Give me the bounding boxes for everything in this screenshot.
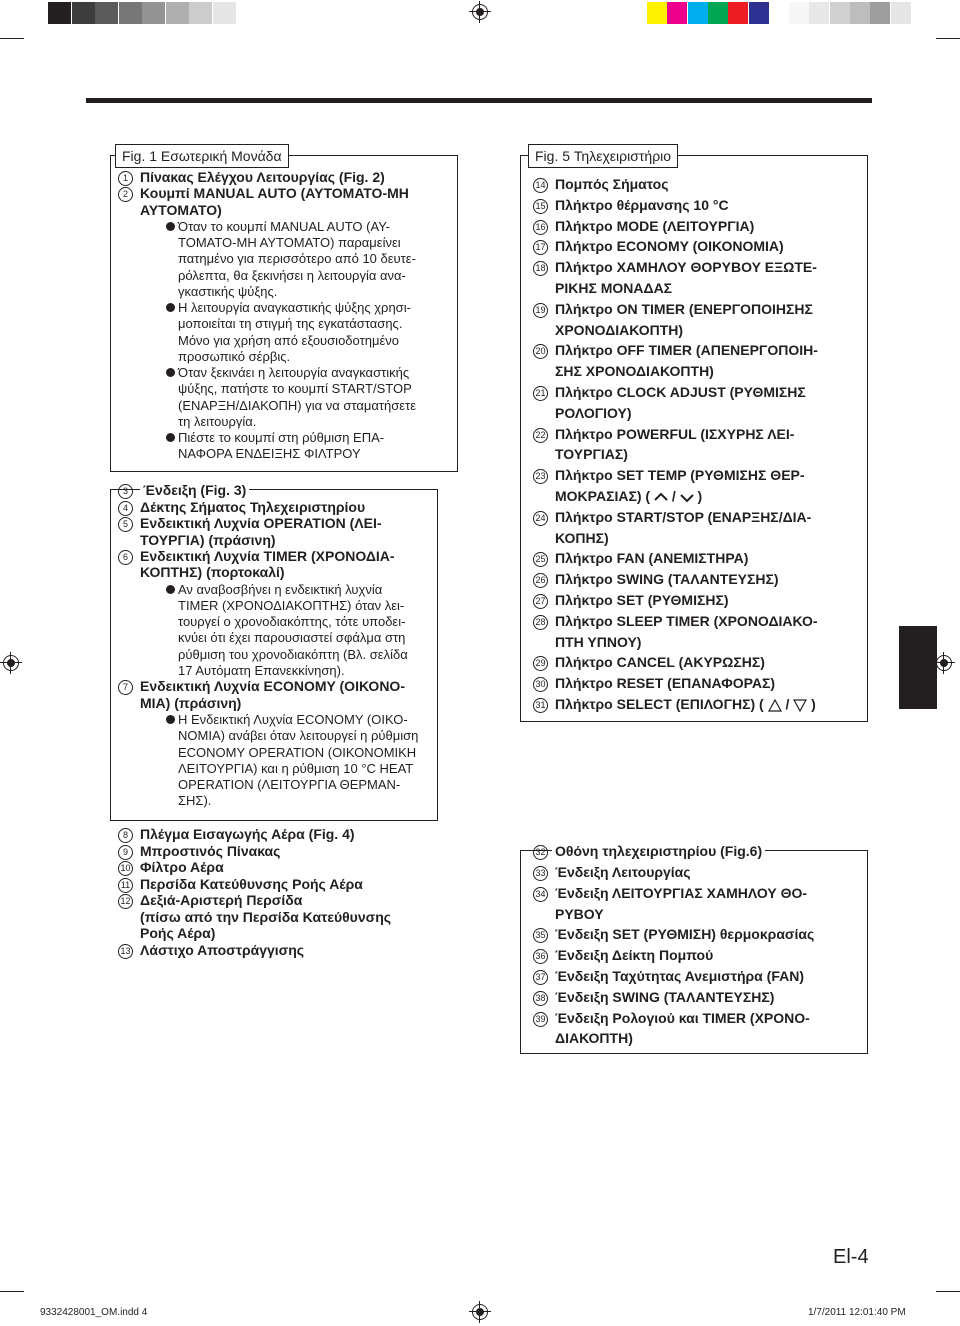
item-text-span: Δέκτης Σήματος Τηλεχειριστηρίου — [140, 499, 366, 515]
item-text-span: Ενδεικτική Λυχνία OPERATION (ΛΕΙ- — [140, 515, 382, 532]
bullet-icon — [166, 303, 175, 312]
indoor-unit-header: Fig. 1 Εσωτερική Μονάδα — [115, 144, 289, 168]
item-number: 22 — [533, 428, 548, 443]
color-swatch — [850, 2, 870, 24]
item-text-span: Πλήκτρο SLEEP TIMER (ΧΡΟΝΟΔΙΑΚΟ- — [555, 612, 818, 629]
item-text — [140, 826, 355, 843]
item-text-span: Ένδειξη ΛΕΙΤΟΥΡΓΙΑΣ ΧΑΜΗΛΟΥ ΘΟ- — [555, 884, 808, 901]
item-text — [140, 925, 215, 942]
item-text — [178, 299, 411, 316]
color-swatch — [749, 2, 769, 24]
item-text-span: ΧΡΟΝΟΔΙΑΚΟΠΤΗ) — [555, 321, 684, 338]
item-number: 5 — [118, 517, 133, 532]
item-text — [140, 942, 304, 959]
item-text — [555, 1030, 633, 1047]
item-number: 20 — [533, 344, 548, 359]
item-number: 28 — [533, 615, 548, 630]
item-text — [178, 646, 408, 663]
item-text-span: ΚΟΠΗΣ) — [555, 529, 609, 546]
item-text-span: Πλήκτρο SWING (ΤΑΛΑΝΤΕΥΣΗΣ) — [555, 571, 779, 588]
item-text — [178, 315, 402, 332]
item-number: 15 — [533, 199, 548, 214]
item-text-span: Πλήκτρο SET TEMP (ΡΥΘΜΙΣΗΣ ΘΕΡ- — [555, 467, 805, 484]
item-number: 35 — [533, 928, 548, 943]
item-text-span: ΤΟΥΡΓΙΑ) (πράσινη) — [140, 531, 276, 548]
item-text — [140, 843, 280, 860]
bullet-icon — [166, 585, 175, 594]
color-swatch — [728, 2, 748, 24]
item-text — [178, 397, 416, 414]
triangle-up-icon — [764, 696, 782, 712]
item-text-span: OPERATION (ΛΕΙΤΟΥΡΓΙΑ ΘΕΡΜΑΝ- — [178, 777, 401, 793]
item-text — [555, 426, 794, 443]
bullet-icon — [166, 715, 175, 724]
item-text — [555, 384, 806, 401]
separator: / — [667, 488, 680, 504]
tail: ) — [693, 488, 703, 504]
item-number: 25 — [533, 552, 548, 567]
item-text — [555, 238, 784, 255]
item-number: 37 — [533, 970, 548, 985]
item-number: 3 — [118, 484, 133, 499]
item-text-span: ρύθμιση του χρονοδιακόπτη (Βλ. σελίδα — [178, 646, 408, 662]
item-number: 19 — [533, 303, 548, 318]
item-text — [555, 197, 729, 214]
item-text — [178, 744, 416, 761]
item-number: 2 — [118, 187, 133, 202]
item-number: 11 — [118, 878, 133, 893]
item-number: 27 — [533, 594, 548, 609]
item-text — [555, 550, 748, 567]
crop-mark — [936, 1291, 960, 1292]
item-number: 34 — [533, 887, 548, 902]
chevron-down-icon — [680, 488, 694, 504]
item-text — [178, 332, 399, 349]
item-text-span: ΠΤΗ ΥΠΝΟΥ) — [555, 633, 642, 650]
item-text — [555, 885, 807, 902]
item-text-span: 17 Αυτόματη Επανεκκίνηση). — [178, 663, 345, 678]
item-number: 24 — [533, 511, 548, 526]
item-text — [555, 675, 775, 692]
item-text — [178, 250, 416, 267]
item-text-span: ρόλεπτα, θα ξεκινήσει η λειτουργία ανα- — [178, 267, 406, 283]
bullet-icon — [166, 368, 175, 377]
item-text — [555, 488, 702, 505]
item-text-span: Πομπός Σήματος — [555, 176, 669, 192]
item-text-span: Αν αναβοσβήνει η ενδεικτική λυχνία — [178, 581, 383, 597]
item-number: 16 — [533, 220, 548, 235]
item-text — [178, 776, 400, 793]
tail: ) — [807, 696, 816, 712]
item-text — [555, 259, 817, 276]
item-text-span: ECONOMY OPERATION (ΟΙΚΟΝΟΜΙΚΗ — [178, 744, 417, 760]
item-text — [140, 909, 391, 926]
item-text-span: Πλήκτρο RESET (ΕΠΑΝΑΦΟΡΑΣ) — [555, 675, 776, 692]
item-text — [178, 413, 256, 430]
item-number: 12 — [118, 894, 133, 909]
item-text-span: Λάστιχο Αποστράγγισης — [140, 941, 305, 958]
item-text — [555, 176, 668, 193]
item-text-span: Μόνο για χρήση από εξουσιοδοτημένο — [178, 332, 399, 348]
item-text-span: γκαστικής ψύξης. — [178, 283, 278, 299]
item-text-span: TIMER (ΧΡΟΝΟΔΙΑΚΟΠΤΗΣ) όταν λει- — [178, 597, 405, 613]
item-number: 30 — [533, 677, 548, 692]
item-text — [555, 322, 683, 339]
crop-mark — [936, 38, 960, 39]
item-number: 7 — [118, 680, 133, 695]
item-text — [178, 445, 361, 462]
item-text — [140, 548, 395, 565]
item-text — [178, 581, 382, 598]
gray-swatch — [166, 2, 189, 24]
item-number: 39 — [533, 1012, 548, 1027]
item-text-span: ΚΟΠΤΗΣ) (πορτοκαλί) — [140, 564, 285, 581]
item-text-span: Ένδειξη Ταχύτητας Ανεμιστήρα (FAN) — [555, 968, 805, 984]
item-number: 26 — [533, 573, 548, 588]
color-swatch — [688, 2, 708, 24]
item-text — [140, 859, 224, 876]
item-text-span: προσωπικό σέρβις. — [178, 348, 291, 364]
gray-swatch — [95, 2, 118, 24]
item-text — [140, 678, 405, 695]
color-swatch — [708, 2, 728, 24]
item-number: 36 — [533, 949, 548, 964]
item-text — [555, 864, 691, 881]
item-text-span: Πλήκτρο SET (ΡΥΘΜΙΣΗΣ) — [555, 592, 729, 608]
item-number: 1 — [118, 171, 133, 186]
item-text-span: Ένδειξη Ρολογιού και TIMER (ΧΡΟΝΟ- — [555, 1009, 810, 1026]
gray-swatch — [48, 2, 71, 24]
item-text-span: Πλήκτρο START/STOP (ΕΝΑΡΞΗΣ/ΔΙΑ- — [555, 508, 812, 525]
item-text-span: ΝΑΦΟΡΑ ΕΝΔΕΙΞΗΣ ΦΙΛΤΡΟΥ — [178, 446, 361, 462]
item-number: 21 — [533, 386, 548, 401]
remote-display-header: Οθόνη τηλεχειριστηρίου (Fig.6) — [552, 843, 765, 860]
triangle-down-icon — [793, 696, 807, 712]
item-text — [555, 301, 813, 318]
color-swatch — [667, 2, 687, 24]
item-text-span: τη λειτουργία. — [178, 413, 257, 429]
item-text-span: ΡΥΒΟΥ — [555, 905, 604, 922]
item-text — [555, 363, 714, 380]
color-swatch — [647, 2, 667, 24]
item-text-span: Πλήκτρο ECONOMY (ΟΙΚΟΝΟΜΙΑ) — [555, 238, 784, 255]
color-swatch — [891, 2, 911, 24]
item-text-span: Δεξιά-Αριστερή Περσίδα — [140, 892, 303, 908]
item-text — [555, 405, 632, 422]
color-swatch — [769, 2, 789, 24]
item-text-span: Η λειτουργία αναγκαστικής ψύξης χρησι- — [178, 300, 411, 315]
item-text — [178, 792, 211, 809]
item-number: 38 — [533, 991, 548, 1006]
item-text — [178, 380, 412, 397]
item-text — [178, 234, 401, 251]
item-text — [140, 892, 302, 909]
item-text-span: Ενδεικτική Λυχνία ECONOMY (ΟΙΚΟΝΟ- — [140, 678, 405, 695]
item-text-span: ΡΟΛΟΓΙΟΥ) — [555, 404, 632, 421]
item-text — [555, 509, 811, 526]
bullet-icon — [166, 433, 175, 442]
item-text-span: (ΕΝΑΡΞΗ/ΔΙΑΚΟΠΗ) για να σταματήσετε — [178, 397, 416, 413]
color-swatch — [830, 2, 850, 24]
item-text-span: Όταν το κουμπί MANUAL AUTO (ΑΥ- — [178, 218, 391, 234]
item-number: 33 — [533, 866, 548, 881]
registration-mark-icon — [469, 1, 491, 23]
item-number: 29 — [533, 656, 548, 671]
item-text-span: Πλήκτρο CLOCK ADJUST (ΡΥΘΜΙΣΗΣ — [555, 384, 806, 400]
item-text-span: (πίσω από την Περσίδα Κατεύθυνσης — [140, 908, 392, 925]
item-text — [555, 1010, 810, 1027]
item-text — [178, 364, 409, 381]
item-text-span: Πλήκτρο SELECT (ΕΠΙΛΟΓΗΣ) ( — [555, 696, 764, 712]
item-text — [555, 571, 779, 588]
crop-mark — [0, 38, 24, 39]
item-number: 10 — [118, 861, 133, 876]
item-text — [178, 267, 406, 284]
item-text — [555, 968, 804, 985]
item-text-span: ΡΙΚΗΣ ΜΟΝΑΔΑΣ — [555, 280, 673, 296]
item-text-span: ΣΗΣ). — [178, 793, 212, 809]
item-number: 13 — [118, 944, 133, 959]
item-text-span: Ένδειξη Λειτουργίας — [555, 864, 691, 880]
item-text-span: Πλήκτρο MODE (ΛΕΙΤΟΥΡΓΙΑ) — [555, 217, 755, 234]
item-text-span: Κουμπί MANUAL AUTO (ΑΥΤΟΜΑΤΟ-ΜΗ — [140, 185, 409, 202]
item-text — [140, 202, 222, 219]
item-text-span: ΑΥΤΟΜΑΤΟ) — [140, 201, 222, 218]
item-text-span: κνύει ότι έχει παρουσιαστεί σφάλμα στη — [178, 630, 406, 646]
item-text — [555, 634, 641, 651]
item-text-span: Ένδειξη SWING (ΤΑΛΑΝΤΕΥΣΗΣ) — [555, 988, 775, 1005]
item-text-span: Ενδεικτική Λυχνία TIMER (ΧΡΟΝΟΔΙΑ- — [140, 547, 395, 564]
item-text — [140, 695, 241, 712]
remote-header: Fig. 5 Τηλεχειριστήριο — [528, 144, 678, 168]
item-number: 14 — [533, 178, 548, 193]
item-text — [178, 597, 404, 614]
item-text — [178, 348, 290, 365]
item-text-span: Πλήκτρο ON TIMER (ΕΝΕΡΓΟΠΟΙΗΣΗΣ — [555, 300, 813, 317]
item-text-span: Πλήκτρο OFF TIMER (ΑΠΕΝΕΡΓΟΠΟΙΗ- — [555, 342, 818, 359]
item-text-span: ΝΟΜΙΑ) ανάβει όταν λειτουργεί η ρύθμιση — [178, 728, 419, 744]
item-text — [555, 342, 818, 359]
registration-mark-icon — [0, 652, 22, 674]
item-text — [555, 906, 604, 923]
item-number: 31 — [533, 698, 548, 713]
item-text — [140, 169, 385, 186]
section-tab — [899, 626, 937, 709]
item-text — [178, 218, 390, 235]
item-text-span: Πίνακας Ελέγχου Λειτουργίας (Fig. 2) — [140, 169, 385, 185]
item-text — [140, 876, 363, 893]
gray-swatch — [119, 2, 142, 24]
item-text-span: ΤΟΜΑΤΟ-ΜΗ ΑΥΤΟΜΑΤΟ) παραμείνει — [178, 235, 401, 250]
item-text — [555, 926, 814, 943]
item-text — [178, 613, 405, 630]
item-text-span: Ένδειξη Δείκτη Πομπού — [555, 947, 714, 964]
item-text — [555, 947, 713, 964]
item-text-span: πατημένο για περισσότερο από 10 δευτε- — [178, 251, 416, 267]
item-number: 32 — [533, 845, 548, 860]
item-text-span: Φίλτρο Αέρα — [140, 859, 224, 875]
item-text — [178, 429, 384, 446]
gray-swatch — [213, 2, 236, 24]
item-text-span: Περσίδα Κατεύθυνσης Ροής Αέρα — [140, 875, 363, 892]
display-header: Ένδειξη (Fig. 3) — [140, 482, 249, 499]
gray-swatch — [142, 2, 165, 24]
item-text-span: Πλήκτρο CANCEL (ΑΚΥΡΩΣΗΣ) — [555, 654, 765, 671]
item-text-span: ΤΟΥΡΓΙΑΣ) — [555, 446, 628, 463]
item-text — [140, 532, 276, 549]
item-text-span: ΜΟΚΡΑΣΙΑΣ) ( — [555, 488, 651, 504]
item-text-span: ψύξης, πατήστε το κουμπί START/STOP — [178, 381, 412, 397]
item-text — [178, 283, 277, 300]
gray-swatch — [189, 2, 212, 24]
item-text — [555, 989, 774, 1006]
item-text — [140, 185, 409, 202]
item-text — [178, 662, 345, 679]
item-number: 4 — [118, 501, 133, 516]
footer-date: 1/7/2011 12:01:40 PM — [808, 1307, 906, 1318]
item-text-span: τουργεί ο χρονοδιακόπτης, τότε υποδει- — [178, 614, 406, 630]
item-number: 6 — [118, 550, 133, 565]
item-text — [555, 467, 805, 484]
item-text — [555, 530, 609, 547]
item-text-span: ΜΙΑ) (πράσινη) — [140, 694, 242, 711]
item-text — [555, 592, 729, 609]
item-text — [140, 499, 365, 516]
item-text — [555, 446, 628, 463]
item-text-span: Μπροστινός Πίνακας — [140, 842, 281, 859]
item-text — [178, 629, 405, 646]
crop-mark — [0, 1291, 24, 1292]
chevron-up-icon — [650, 488, 668, 504]
item-text-span: Πλήκτρο ΧΑΜΗΛΟΥ ΘΟΡΥΒΟΥ ΕΞΩΤΕ- — [555, 259, 817, 276]
item-number: 9 — [118, 845, 133, 860]
item-number: 17 — [533, 240, 548, 255]
item-text — [555, 654, 765, 671]
item-text — [555, 613, 818, 630]
separator: / — [781, 696, 794, 712]
registration-mark-icon — [469, 1301, 491, 1323]
item-text-span: Πιέστε το κουμπί στη ρύθμιση ΕΠΑ- — [178, 430, 385, 445]
item-text — [178, 711, 408, 728]
item-number: 23 — [533, 469, 548, 484]
gray-swatch — [72, 2, 95, 24]
item-text-span: ΣΗΣ ΧΡΟΝΟΔΙΑΚΟΠΤΗ) — [555, 363, 714, 380]
item-text-span: μοποιείται τη στιγμή της εγκατάστασης. — [178, 316, 403, 332]
item-text-span: ΛΕΙΤΟΥΡΓΙΑ) και η ρύθμιση 10 °C HEAT — [178, 760, 414, 776]
item-text — [555, 280, 672, 297]
item-text — [140, 515, 382, 532]
color-swatch — [789, 2, 809, 24]
footer-file: 9332428001_OM.indd 4 — [40, 1307, 148, 1318]
color-swatch — [870, 2, 890, 24]
page-number: El-4 — [833, 1246, 869, 1268]
item-text-span: Όταν ξεκινάει η λειτουργία αναγκαστικής — [178, 365, 410, 380]
item-text-span: Ένδειξη SET (ΡΥΘΜΙΣΗ) θερμοκρασίας — [555, 926, 815, 943]
item-text-span: ΔΙΑΚΟΠΤΗ) — [555, 1030, 633, 1047]
bullet-icon — [166, 222, 175, 231]
item-number: 8 — [118, 828, 133, 843]
item-text-span: Πλήκτρο POWERFUL (ΙΣΧΥΡΗΣ ΛΕΙ- — [555, 425, 795, 442]
item-text-span: Πλήκτρο FAN (ΑΝΕΜΙΣΤΗΡΑ) — [555, 550, 749, 567]
item-text — [178, 760, 413, 777]
item-text — [555, 218, 754, 235]
item-text — [555, 696, 816, 713]
color-swatch — [809, 2, 829, 24]
top-rule — [86, 98, 872, 103]
item-text-span: Πλήκτρο θέρμανσης 10 °C — [555, 196, 729, 213]
item-number: 18 — [533, 261, 548, 276]
item-text-span: Η Ενδεικτική Λυχνία ECONOMY (ΟΙΚΟ- — [178, 711, 408, 727]
item-text-span: Ροής Αέρα) — [140, 925, 216, 941]
item-text — [140, 564, 285, 581]
item-text — [178, 727, 418, 744]
item-text-span: Πλέγμα Εισαγωγής Αέρα (Fig. 4) — [140, 826, 355, 842]
